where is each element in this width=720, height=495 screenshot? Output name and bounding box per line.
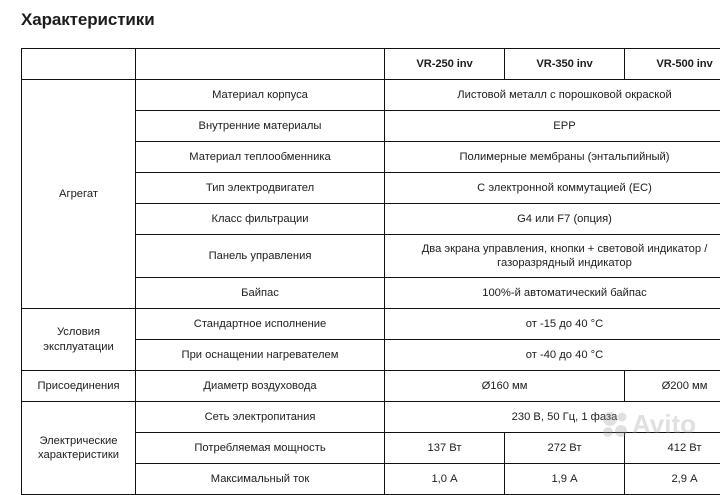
value-power-consumption-vr250: 137 Вт xyxy=(385,433,505,464)
param-label-heat-exchanger-material: Материал теплообменника xyxy=(136,142,385,173)
table-row xyxy=(22,80,720,111)
value-heat-exchanger-material: Полимерные мембраны (энтальпийный) xyxy=(385,142,720,173)
header-cell-group-blank xyxy=(22,49,136,80)
value-max-current-vr500: 2,9 А xyxy=(625,464,720,495)
value-max-current-vr350: 1,9 А xyxy=(505,464,625,495)
param-label-control-panel: Панель управления xyxy=(136,235,385,278)
param-label-filtration-class: Класс фильтрации xyxy=(136,204,385,235)
group-label-electrical: Электрические характеристики xyxy=(22,402,136,495)
param-label-case-material: Материал корпуса xyxy=(136,80,385,111)
group-label-operating-conditions: Условия эксплуатации xyxy=(22,309,136,371)
header-cell-vr500: VR-500 inv xyxy=(625,49,720,80)
table-row xyxy=(22,371,720,402)
table-header-row xyxy=(22,49,720,80)
specifications-table xyxy=(21,48,720,495)
value-power-consumption-vr350: 272 Вт xyxy=(505,433,625,464)
value-duct-diameter-200: Ø200 мм xyxy=(625,371,720,402)
value-motor-type: С электронной коммутацией (ЕС) xyxy=(385,173,720,204)
param-label-power-supply: Сеть электропитания xyxy=(136,402,385,433)
value-max-current-vr250: 1,0 А xyxy=(385,464,505,495)
value-control-panel: Два экрана управления, кнопки + световой индикатор / газоразрядный индикатор xyxy=(385,235,720,278)
param-label-inner-materials: Внутренние материалы xyxy=(136,111,385,142)
value-with-heater: от -40 до 40 °C xyxy=(385,340,720,371)
param-label-standard-version: Стандартное исполнение xyxy=(136,309,385,340)
svg-text:Avito: Avito xyxy=(632,409,696,439)
value-standard-version: от -15 до 40 °C xyxy=(385,309,720,340)
table-row xyxy=(22,402,720,433)
param-label-duct-diameter: Диаметр воздуховода xyxy=(136,371,385,402)
page-title: Характеристики xyxy=(21,10,155,30)
header-cell-vr250: VR-250 inv xyxy=(385,49,505,80)
param-label-motor-type: Тип электродвигател xyxy=(136,173,385,204)
header-cell-param-blank xyxy=(136,49,385,80)
value-case-material: Листовой металл с порошковой окраской xyxy=(385,80,720,111)
value-duct-diameter-160: Ø160 мм xyxy=(385,371,625,402)
group-label-connections: Присоединения xyxy=(22,371,136,402)
value-power-supply: 230 В, 50 Гц, 1 фаза xyxy=(385,402,720,433)
header-cell-vr350: VR-350 inv xyxy=(505,49,625,80)
param-label-bypass: Байпас xyxy=(136,278,385,309)
value-power-consumption-vr500: 412 Вт xyxy=(625,433,720,464)
param-label-max-current: Максимальный ток xyxy=(136,464,385,495)
param-label-power-consumption: Потребляемая мощность xyxy=(136,433,385,464)
value-filtration-class: G4 или F7 (опция) xyxy=(385,204,720,235)
table-row xyxy=(22,309,720,340)
param-label-with-heater: При оснащении нагревателем xyxy=(136,340,385,371)
value-bypass: 100%-й автоматический байпас xyxy=(385,278,720,309)
group-label-aggregate: Агрегат xyxy=(22,80,136,309)
specifications-table-container xyxy=(21,48,699,495)
value-inner-materials: EPP xyxy=(385,111,720,142)
